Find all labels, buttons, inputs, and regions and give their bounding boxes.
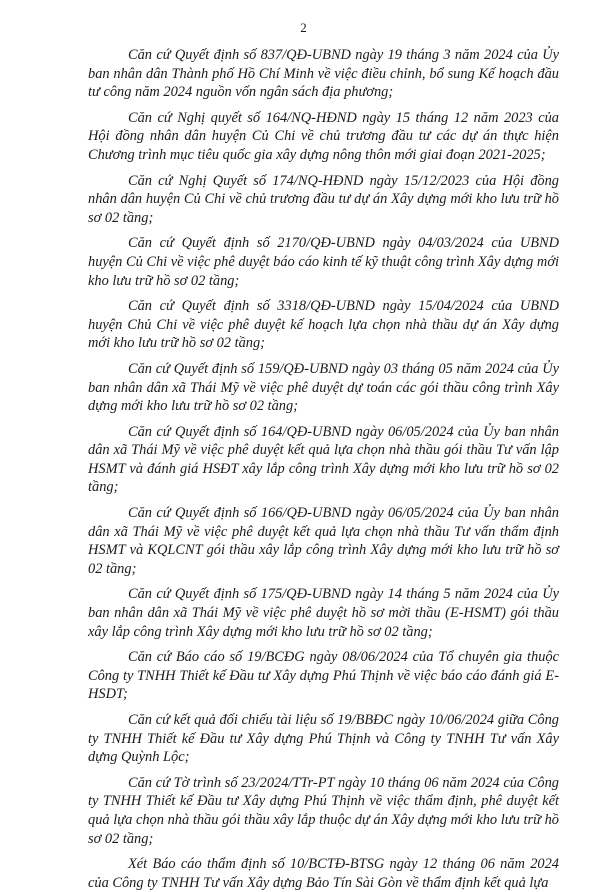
review-paragraph: Xét Báo cáo thẩm định số 10/BCTĐ-BTSG ngày 12 tháng 06 năm 2024 của Công ty TNHH Tư vấn Xây dựng Bảo Tín Sài Gòn về thẩm định kết quả lựa (88, 856, 559, 891)
legal-basis-paragraph: Căn cứ kết quả đối chiếu tài liệu số 19/BBĐC ngày 10/06/2024 giữa Công ty TNHH Thiết kế Đầu tư Xây dựng Phú Thịnh và Công ty TNHH Tư vấn Xây dựng Quỳnh Lộc; (88, 712, 559, 766)
legal-basis-paragraph: Căn cứ Tờ trình số 23/2024/TTr-PT ngày 10 tháng 06 năm 2024 của Công ty TNHH Thiết kế Đầu tư Xây dựng Phú Thịnh về việc thẩm định, phê duyệt kết quả lựa chọn nhà thầu gói thầu xây lắp thuộc dự án Xây dựng mới kho lưu trữ hồ sơ 02 tầng; (88, 774, 559, 847)
legal-basis-paragraph: Căn cứ Quyết định số 837/QĐ-UBND ngày 19 tháng 3 năm 2024 của Ủy ban nhân dân Thành phố Hồ Chí Minh về việc điều chỉnh, bổ sung Kế hoạch đầu tư công năm 2024 nguồn vốn ngân sách địa phương; (88, 47, 559, 101)
legal-basis-paragraph: Căn cứ Quyết định số 164/QĐ-UBND ngày 06/05/2024 của Ủy ban nhân dân xã Thái Mỹ về việc phê duyệt kết quả lựa chọn nhà thầu gói thầu Tư vấn lập HSMT và đánh giá HSĐT xây lắp công trình Xây dựng mới kho lưu trữ hồ sơ 02 tầng; (88, 423, 559, 496)
legal-basis-paragraph: Căn cứ Quyết định số 2170/QĐ-UBND ngày 04/03/2024 của UBND huyện Củ Chi về việc phê duyệt báo cáo kinh tế kỹ thuật công trình Xây dựng mới kho lưu trữ hồ sơ 02 tầng; (88, 235, 559, 289)
legal-basis-paragraph: Căn cứ Quyết định số 166/QĐ-UBND ngày 06/05/2024 của Ủy ban nhân dân xã Thái Mỹ về việc phê duyệt kết quả lựa chọn nhà thầu Tư vấn thẩm định HSMT và KQLCNT gói thầu xây lắp công trình Xây dựng mới kho lưu trữ hồ sơ 02 tầng; (88, 505, 559, 577)
page-number: 2 (300, 20, 307, 35)
legal-basis-paragraph: Căn cứ Quyết định số 175/QĐ-UBND ngày 14 tháng 5 năm 2024 của Ủy ban nhân dân xã Thái Mỹ về việc phê duyệt hồ sơ mời thầu (E-HSMT) gói thầu xây lắp công trình Xây dựng mới kho lưu trữ hồ sơ 02 tầng; (88, 586, 559, 640)
legal-basis-paragraph: Căn cứ Báo cáo số 19/BCĐG ngày 08/06/2024 của Tổ chuyên gia thuộc Công ty TNHH Thiết kế Đầu tư Xây dựng Phú Thịnh về việc báo cáo đánh giá E-HSDT; (88, 649, 559, 703)
legal-basis-paragraph: Căn cứ Nghị quyết số 164/NQ-HĐND ngày 15 tháng 12 năm 2023 của Hội đồng nhân dân huyện Củ Chi về chủ trương đầu tư các dự án thực hiện Chương trình mục tiêu quốc gia xây dựng nông thôn mới giai đoạn 2021-2025; (88, 109, 559, 163)
legal-basis-paragraph: Căn cứ Nghị Quyết số 174/NQ-HĐND ngày 15/12/2023 của Hội đồng nhân dân huyện Củ Chi về chủ trương đầu tư dự án Xây dựng mới kho lưu trữ hồ sơ 02 tầng; (88, 172, 559, 226)
legal-basis-paragraph: Căn cứ Quyết định số 3318/QĐ-UBND ngày 15/04/2024 của UBND huyện Chủ Chi về việc phê duyệt kế hoạch lựa chọn nhà thầu dự án Xây dựng mới kho lưu trữ hồ sơ 02 tầng; (88, 298, 559, 352)
legal-basis-paragraph: Căn cứ Quyết định số 159/QĐ-UBND ngày 03 tháng 05 năm 2024 của Ủy ban nhân dân xã Thái Mỹ về việc phê duyệt dự toán các gói thầu công trình Xây dựng mới kho lưu trữ hồ sơ 02 tầng; (88, 360, 559, 415)
